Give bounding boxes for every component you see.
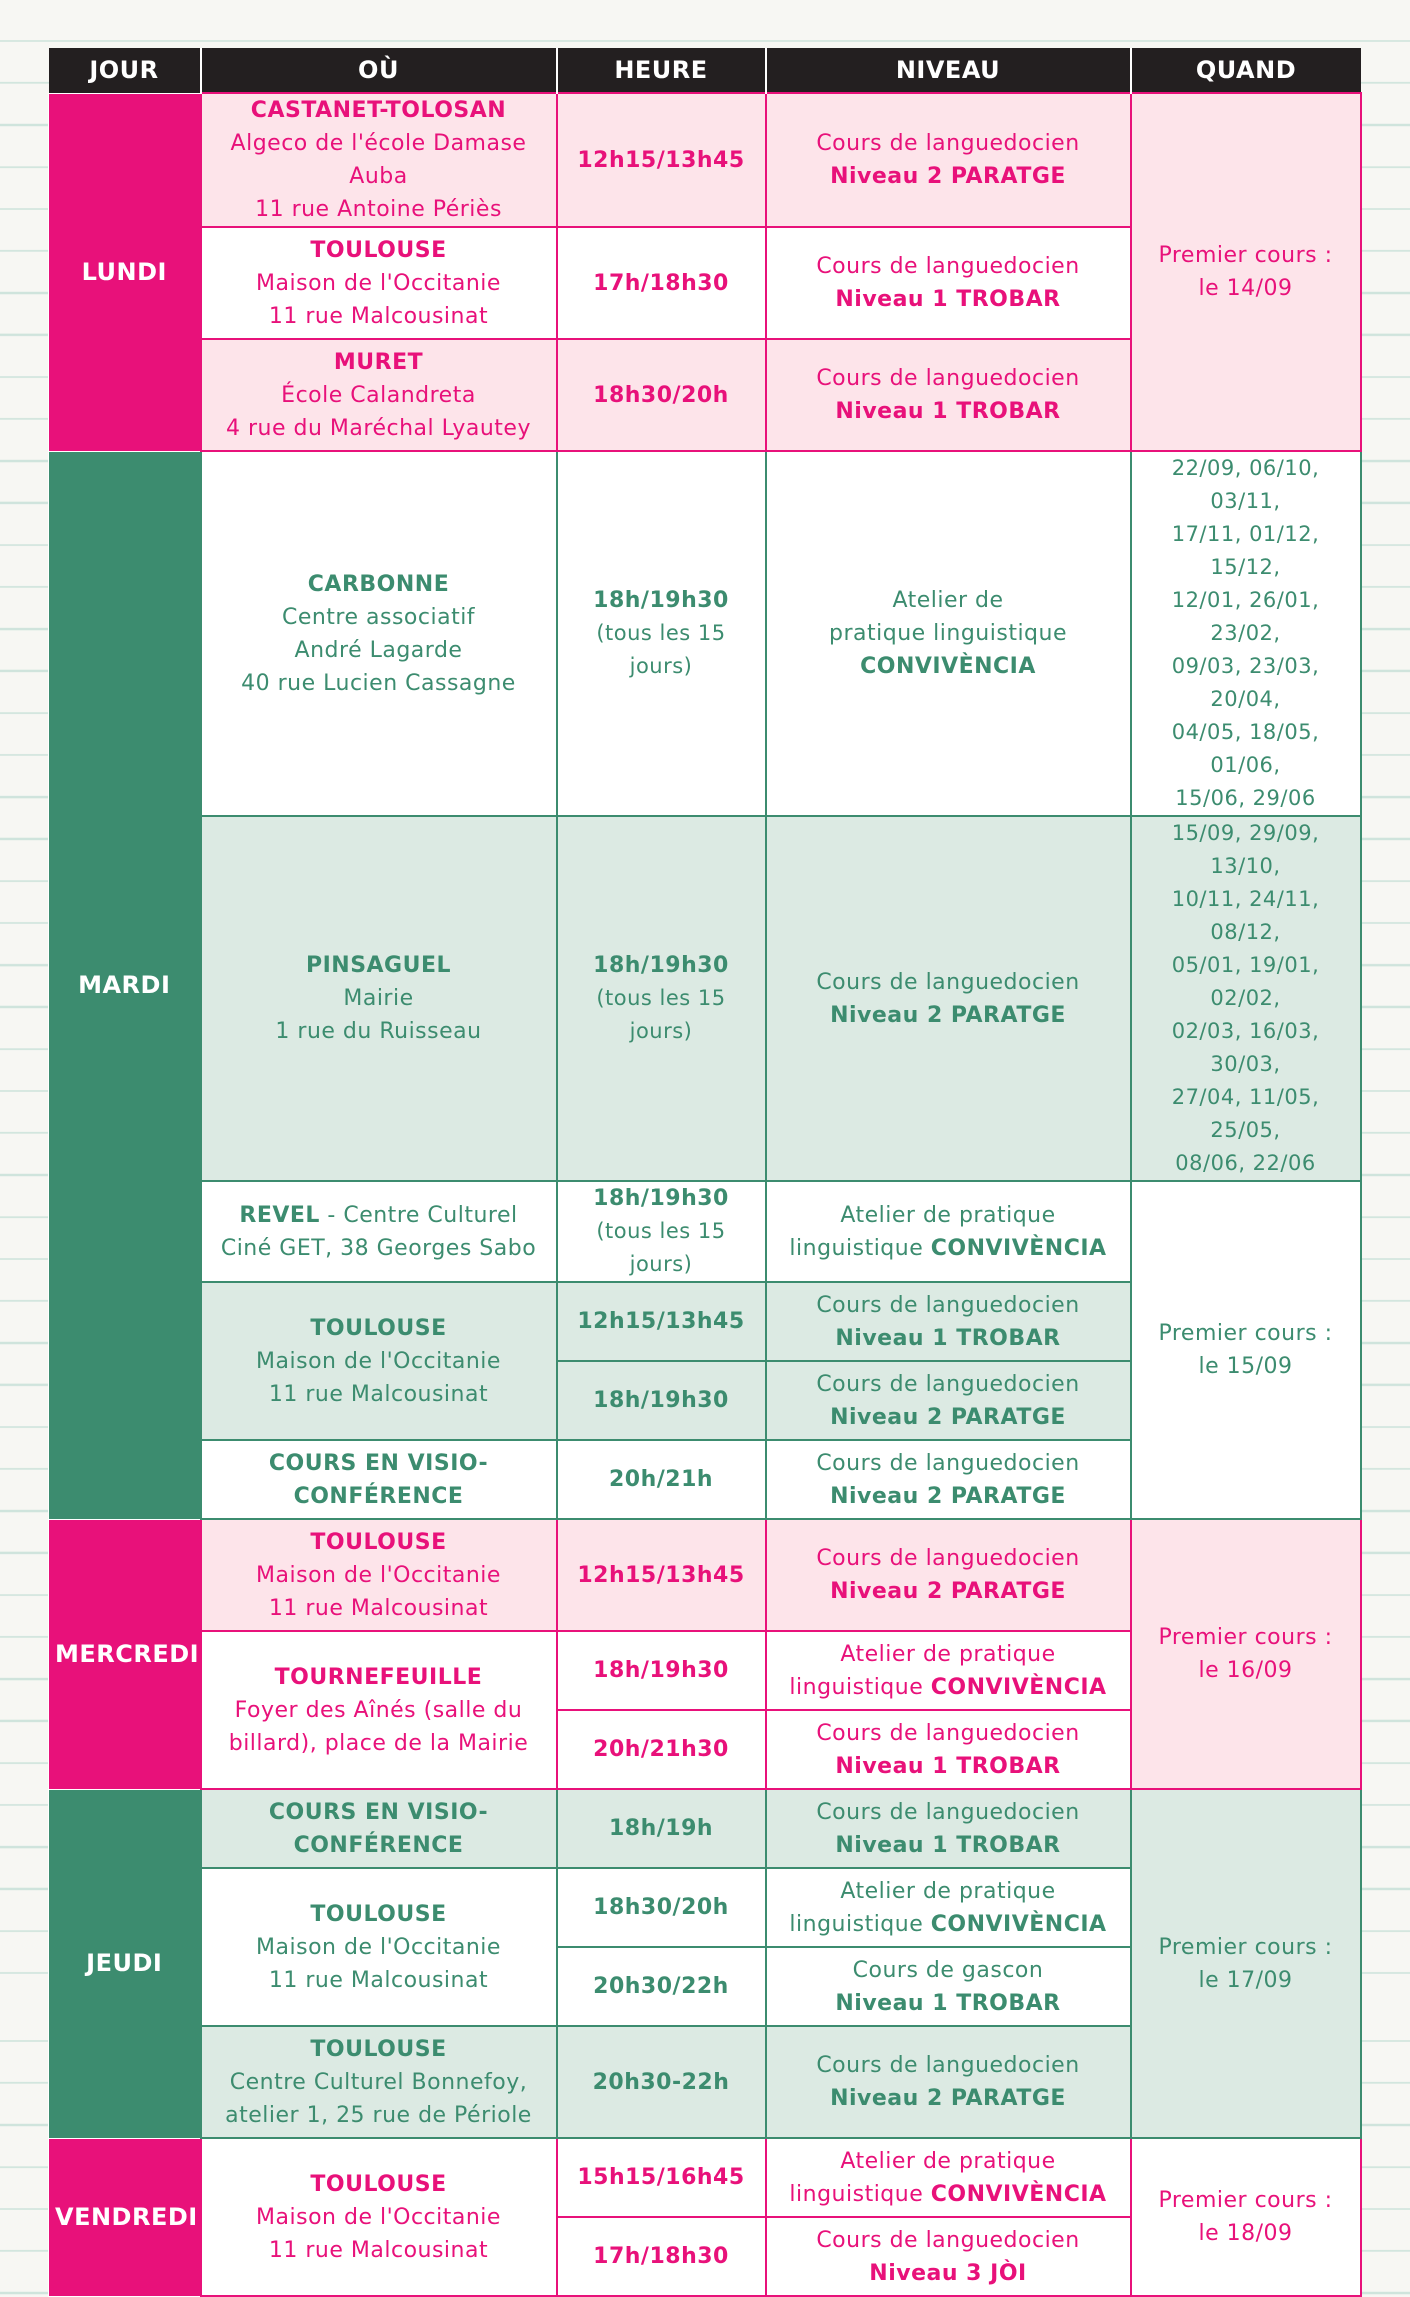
time-value: 20h30/22h	[593, 1974, 729, 1999]
location-cell	[201, 1440, 557, 1519]
date-list-line: 15/06, 29/06	[1175, 786, 1316, 810]
level-name: Niveau 1 TROBAR	[835, 399, 1061, 424]
course-type: Cours de languedocien	[816, 254, 1080, 279]
premier-cours-label: Premier cours :	[1158, 1321, 1333, 1346]
location-cell	[201, 816, 557, 1181]
location-cell	[201, 1631, 557, 1789]
course-type: Cours de languedocien	[816, 1799, 1080, 1825]
location-line: - Centre Culturel	[319, 1202, 518, 1228]
header-niveau: NIVEAU	[766, 48, 1131, 93]
address-line: 1 rue du Ruisseau	[275, 1019, 482, 1044]
course-type: Cours de languedocien	[816, 1292, 1080, 1318]
date-list-line: 17/11, 01/12, 15/12,	[1171, 522, 1320, 579]
day-label-jeudi: JEUDI	[49, 1789, 201, 2138]
level-name: Niveau 1 TROBAR	[835, 1753, 1061, 1779]
location-line: Maison de l'Occitanie	[256, 1934, 501, 1960]
time-cell	[557, 339, 766, 451]
time-value: 20h/21h	[608, 1467, 714, 1492]
city-name: CASTANET-TOLOSAN	[250, 98, 507, 123]
course-type: Cours de languedocien	[816, 131, 1080, 156]
city-name: TOURNEFEUILLE	[274, 1664, 483, 1690]
time-cell	[557, 1789, 766, 1868]
location-line: Algeco de l'école Damase Auba	[230, 131, 527, 189]
first-date: le 18/09	[1198, 2221, 1293, 2246]
level-name: CONVIVÈNCIA	[930, 1674, 1107, 1700]
level-cell	[766, 1789, 1131, 1868]
date-list-line: 05/01, 19/01, 02/02,	[1171, 953, 1320, 1010]
level-cell	[766, 1868, 1131, 1947]
time-cell	[557, 1440, 766, 1519]
location-line: Centre Culturel Bonnefoy,	[229, 2069, 528, 2095]
location-line: Maison de l'Occitanie	[256, 270, 501, 296]
level-cell	[766, 227, 1131, 339]
header-ou: OÙ	[201, 48, 557, 93]
time-value: 17h/18h30	[593, 270, 729, 296]
level-cell	[766, 1181, 1131, 1282]
level-cell	[766, 1440, 1131, 1519]
first-date: le 17/09	[1198, 1967, 1293, 1993]
location-line: Maison de l'Occitanie	[256, 1562, 501, 1588]
time-cell	[557, 2026, 766, 2138]
time-cell	[557, 93, 766, 227]
city-name: PINSAGUEL	[305, 953, 452, 978]
course-type: Atelier de pratique	[840, 1878, 1056, 1904]
level-cell	[766, 2026, 1131, 2138]
time-cell	[557, 1282, 766, 1361]
address-line: 11 rue Antoine Périès	[255, 197, 502, 222]
course-type: Atelier de pratique	[840, 2148, 1056, 2174]
level-cell	[766, 1361, 1131, 1440]
time-value: 18h/19h30	[593, 1186, 729, 1211]
level-cell	[766, 1519, 1131, 1631]
time-value: 20h30-22h	[592, 2069, 730, 2095]
course-type: Cours de gascon	[852, 1957, 1044, 1983]
table-row	[49, 2138, 1361, 2217]
mercredi-group	[49, 1519, 1361, 1789]
time-value: 18h30/20h	[593, 382, 729, 408]
location-line: École Calandreta	[281, 382, 476, 408]
header-row	[49, 48, 1361, 93]
address-line: 11 rue Malcousinat	[268, 1967, 489, 1993]
table-row	[49, 1519, 1361, 1631]
when-cell	[1131, 451, 1361, 816]
address-line: atelier 1, 25 rue de Périole	[225, 2102, 532, 2128]
location-line: Centre associatif	[281, 604, 476, 630]
level-cell	[766, 1947, 1131, 2026]
day-label-mercredi: MERCREDI	[49, 1519, 201, 1789]
date-list-line: 04/05, 18/05, 01/06,	[1171, 720, 1320, 777]
location-cell	[201, 227, 557, 339]
frequency-note: (tous les 15 jours)	[596, 621, 726, 678]
date-list-line: 02/03, 16/03, 30/03,	[1171, 1019, 1320, 1076]
first-date: le 14/09	[1198, 276, 1293, 301]
header-jour: JOUR	[49, 48, 201, 93]
time-value: 18h/19h30	[593, 953, 729, 978]
time-value: 12h15/13h45	[577, 147, 745, 173]
when-cell	[1131, 1519, 1361, 1789]
level-cell	[766, 451, 1131, 816]
when-cell	[1131, 1789, 1361, 2138]
time-cell	[557, 1710, 766, 1789]
location-cell	[201, 1789, 557, 1868]
time-cell	[557, 1181, 766, 1282]
jeudi-group	[49, 1789, 1361, 2138]
time-value: 18h30/20h	[593, 1895, 729, 1920]
table-row	[49, 816, 1361, 1181]
course-type: Cours de languedocien	[816, 1720, 1080, 1746]
city-name: REVEL	[239, 1202, 320, 1228]
level-name: CONVIVÈNCIA	[930, 1911, 1107, 1937]
time-value: 18h/19h30	[593, 1388, 729, 1413]
location-line: Foyer des Aînés (salle du	[234, 1697, 523, 1723]
date-list-line: 12/01, 26/01, 23/02,	[1171, 588, 1320, 645]
first-date: le 15/09	[1198, 1354, 1293, 1379]
date-list-line: 10/11, 24/11, 08/12,	[1171, 887, 1320, 944]
day-label-mardi: MARDI	[49, 451, 201, 1519]
city-name: CARBONNE	[307, 571, 450, 597]
table-row	[49, 1789, 1361, 1868]
city-name: TOULOUSE	[310, 2171, 447, 2197]
first-date: le 16/09	[1198, 1658, 1293, 1683]
address-line: 11 rue Malcousinat	[268, 2237, 489, 2263]
level-name: Niveau 1 TROBAR	[835, 1325, 1061, 1351]
course-type: pratique linguistique	[829, 621, 1067, 646]
date-list-line: 15/09, 29/09, 13/10,	[1171, 821, 1320, 878]
course-type: Atelier de pratique	[840, 1641, 1056, 1667]
course-schedule-table	[48, 48, 1362, 2297]
time-cell	[557, 2217, 766, 2296]
level-name: Niveau 1 TROBAR	[835, 1832, 1061, 1858]
level-name: Niveau 1 TROBAR	[835, 1990, 1061, 2016]
location-cell	[201, 1282, 557, 1440]
city-name: TOULOUSE	[310, 1315, 447, 1341]
table-row	[49, 1181, 1361, 1282]
time-value: 18h/19h30	[593, 1658, 729, 1683]
premier-cours-label: Premier cours :	[1158, 243, 1333, 268]
location-cell	[201, 1519, 557, 1631]
city-name: TOULOUSE	[310, 237, 447, 263]
level-name: Niveau 3 JÒI	[869, 2260, 1027, 2286]
day-label-lundi: LUNDI	[49, 93, 201, 451]
time-cell	[557, 816, 766, 1181]
course-type: linguistique	[789, 2181, 924, 2207]
vendredi-group	[49, 2138, 1361, 2296]
city-name: TOULOUSE	[310, 2036, 447, 2062]
location-cell	[201, 2026, 557, 2138]
location-line: André Lagarde	[294, 637, 463, 663]
date-list-line: 09/03, 23/03, 20/04,	[1171, 654, 1320, 711]
location-line: Mairie	[343, 986, 414, 1011]
location-cell	[201, 1181, 557, 1282]
mardi-group	[49, 451, 1361, 1519]
city-name: MURET	[333, 349, 424, 375]
location-cell	[201, 339, 557, 451]
day-label-vendredi: VENDREDI	[49, 2138, 201, 2296]
course-type: Cours de languedocien	[816, 1371, 1080, 1397]
premier-cours-label: Premier cours :	[1158, 2188, 1333, 2213]
level-name: Niveau 2 PARATGE	[830, 1404, 1066, 1430]
course-type: Cours de languedocien	[816, 2227, 1080, 2253]
location-cell	[201, 2138, 557, 2296]
course-type: linguistique	[789, 1235, 924, 1261]
level-name: Niveau 2 PARATGE	[830, 164, 1066, 189]
course-type: Cours de languedocien	[816, 1546, 1080, 1571]
when-cell	[1131, 816, 1361, 1181]
time-cell	[557, 1631, 766, 1710]
address-line: 40 rue Lucien Cassagne	[241, 670, 516, 696]
level-cell	[766, 1282, 1131, 1361]
city-name: TOULOUSE	[310, 1901, 447, 1927]
when-cell	[1131, 1181, 1361, 1519]
header-heure: HEURE	[557, 48, 766, 93]
level-name: Niveau 2 PARATGE	[830, 2086, 1066, 2111]
level-name: Niveau 1 TROBAR	[835, 287, 1061, 312]
level-cell	[766, 1710, 1131, 1789]
time-value: 12h15/13h45	[577, 1309, 745, 1334]
course-type: Cours de languedocien	[816, 1450, 1080, 1476]
table-row	[49, 451, 1361, 816]
time-value: 17h/18h30	[593, 2244, 729, 2269]
time-cell	[557, 2138, 766, 2217]
location-cell	[201, 93, 557, 227]
time-value: 18h/19h30	[593, 588, 729, 613]
location-cell	[201, 1868, 557, 2026]
level-name: Niveau 2 PARATGE	[830, 1483, 1066, 1509]
location-cell	[201, 451, 557, 816]
address-line: 11 rue Malcousinat	[268, 1381, 489, 1407]
address-line: Ciné GET, 38 Georges Sabo	[220, 1235, 537, 1261]
level-cell	[766, 2217, 1131, 2296]
premier-cours-label: Premier cours :	[1158, 1934, 1333, 1960]
time-cell	[557, 1868, 766, 1947]
level-name: Niveau 2 PARATGE	[830, 1002, 1066, 1028]
level-name: CONVIVÈNCIA	[930, 1235, 1107, 1261]
address-line: 4 rue du Maréchal Lyautey	[226, 415, 531, 441]
course-type: Atelier de	[892, 588, 1004, 613]
course-type: Cours de languedocien	[816, 366, 1080, 391]
course-type: linguistique	[789, 1674, 924, 1700]
time-cell	[557, 227, 766, 339]
table-row	[49, 93, 1361, 227]
address-line: 11 rue Malcousinat	[268, 303, 489, 329]
lundi-group	[49, 93, 1361, 451]
level-cell	[766, 93, 1131, 227]
address-line: billard), place de la Mairie	[228, 1730, 529, 1756]
time-cell	[557, 451, 766, 816]
level-cell	[766, 339, 1131, 451]
visio-label: COURS EN VISIO-CONFÉRENCE	[268, 1799, 489, 1858]
frequency-note: (tous les 15 jours)	[596, 1219, 726, 1276]
date-list-line: 27/04, 11/05, 25/05,	[1171, 1085, 1320, 1142]
time-value: 15h15/16h45	[577, 2165, 745, 2190]
level-cell	[766, 816, 1131, 1181]
city-name: TOULOUSE	[310, 1529, 447, 1555]
time-cell	[557, 1519, 766, 1631]
location-line: Maison de l'Occitanie	[256, 2204, 501, 2230]
date-list-line: 22/09, 06/10, 03/11,	[1171, 456, 1320, 513]
course-type: Cours de languedocien	[816, 2053, 1080, 2078]
time-value: 12h15/13h45	[577, 1562, 745, 1588]
time-cell	[557, 1361, 766, 1440]
time-cell	[557, 1947, 766, 2026]
address-line: 11 rue Malcousinat	[268, 1595, 489, 1621]
level-name: CONVIVÈNCIA	[930, 2181, 1107, 2207]
frequency-note: (tous les 15 jours)	[596, 986, 726, 1043]
level-cell	[766, 2138, 1131, 2217]
premier-cours-label: Premier cours :	[1158, 1625, 1333, 1650]
level-name: CONVIVÈNCIA	[860, 654, 1036, 679]
location-line: Maison de l'Occitanie	[256, 1348, 501, 1374]
level-cell	[766, 1631, 1131, 1710]
level-name: Niveau 2 PARATGE	[830, 1579, 1066, 1604]
visio-label: COURS EN VISIO-CONFÉRENCE	[268, 1450, 489, 1509]
course-type: Cours de languedocien	[816, 969, 1080, 995]
when-cell	[1131, 93, 1361, 451]
course-type: linguistique	[789, 1911, 924, 1937]
header-quand: QUAND	[1131, 48, 1361, 93]
when-cell	[1131, 2138, 1361, 2296]
time-value: 18h/19h	[608, 1816, 714, 1841]
time-value: 20h/21h30	[593, 1737, 729, 1762]
date-list-line: 08/06, 22/06	[1175, 1151, 1316, 1175]
course-type: Atelier de pratique	[840, 1202, 1056, 1228]
